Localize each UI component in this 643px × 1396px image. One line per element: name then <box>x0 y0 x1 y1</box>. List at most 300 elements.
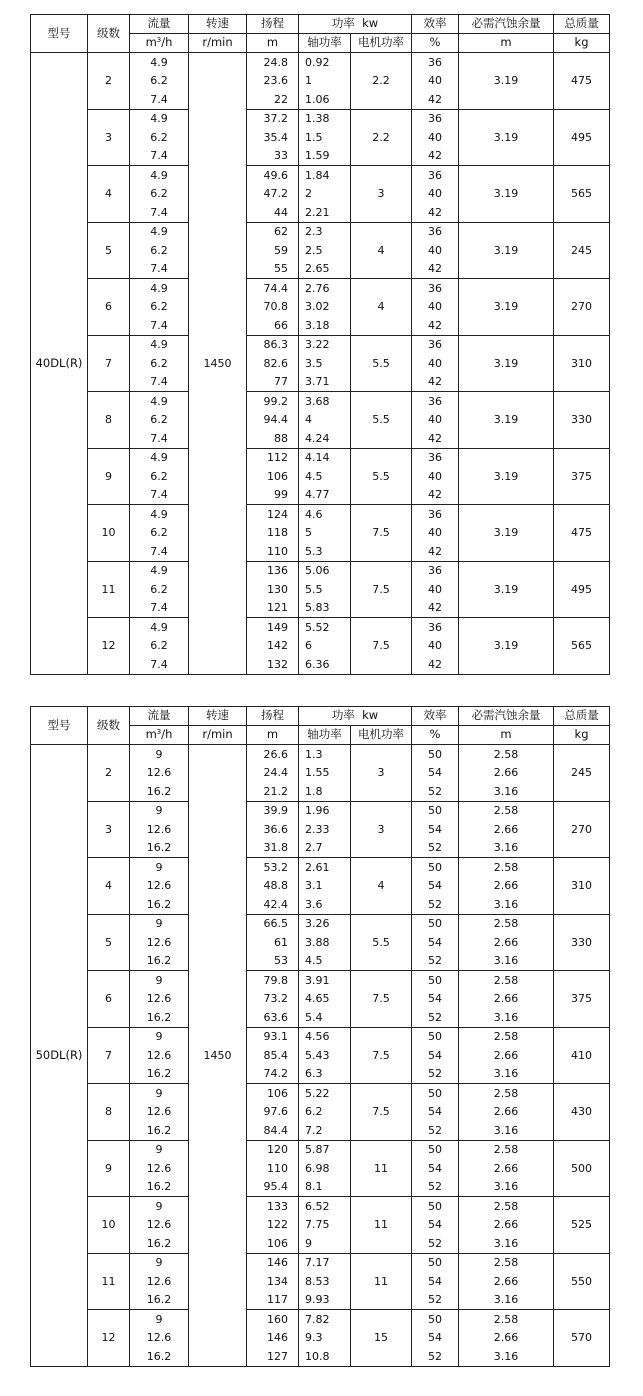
head-cell: 112 <box>247 448 299 467</box>
flow-cell: 6.2 <box>130 467 189 486</box>
npsh-cell: 3.19 <box>459 222 554 279</box>
efficiency-cell: 54 <box>412 877 459 896</box>
head-cell: 122 <box>247 1216 299 1235</box>
head-cell: 33 <box>247 147 299 166</box>
flow-cell: 6.2 <box>130 185 189 204</box>
flow-cell: 4.9 <box>130 222 189 241</box>
shaft-power-cell: 1.59 <box>299 147 351 166</box>
motor-power-header: 电机功率 <box>351 34 412 53</box>
npsh-cell: 2.58 <box>459 1253 554 1272</box>
table-row <box>31 505 610 524</box>
efficiency-cell: 40 <box>412 411 459 430</box>
mass-cell: 375 <box>554 971 610 1028</box>
head-cell: 121 <box>247 599 299 618</box>
shaft-power-cell: 5.5 <box>299 580 351 599</box>
shaft-power-cell: 8.53 <box>299 1272 351 1291</box>
efficiency-cell: 40 <box>412 637 459 656</box>
stage-cell: 6 <box>88 971 130 1028</box>
efficiency-cell: 42 <box>412 542 459 561</box>
head-cell: 106 <box>247 1234 299 1253</box>
table-row <box>31 1084 610 1103</box>
mass-cell: 245 <box>554 222 610 279</box>
flow-cell: 4.9 <box>130 335 189 354</box>
shaft-power-cell: 1.84 <box>299 166 351 185</box>
flow-cell: 7.4 <box>130 655 189 674</box>
shaft-power-cell: 4.56 <box>299 1027 351 1046</box>
shaft-power-cell: 3.88 <box>299 933 351 952</box>
head-cell: 77 <box>247 373 299 392</box>
efficiency-cell: 36 <box>412 618 459 637</box>
mass-cell: 525 <box>554 1197 610 1254</box>
efficiency-header: 效率 <box>412 707 459 726</box>
efficiency-cell: 54 <box>412 1046 459 1065</box>
mass-cell: 430 <box>554 1084 610 1141</box>
mass-cell: 330 <box>554 914 610 971</box>
head-cell: 120 <box>247 1140 299 1159</box>
flow-cell: 7.4 <box>130 429 189 448</box>
shaft-power-cell: 5.83 <box>299 599 351 618</box>
mass-cell: 475 <box>554 53 610 110</box>
head-cell: 86.3 <box>247 335 299 354</box>
head-cell: 79.8 <box>247 971 299 990</box>
flow-cell: 12.6 <box>130 1159 189 1178</box>
efficiency-cell: 52 <box>412 952 459 971</box>
shaft-power-cell: 4.6 <box>299 505 351 524</box>
efficiency-cell: 50 <box>412 1027 459 1046</box>
head-cell: 24.8 <box>247 53 299 72</box>
flow-cell: 9 <box>130 1310 189 1329</box>
stage-cell: 5 <box>88 914 130 971</box>
header-row <box>31 707 610 726</box>
motor-power-cell: 3 <box>351 801 412 858</box>
shaft-power-cell: 5.87 <box>299 1140 351 1159</box>
head-cell: 99.2 <box>247 392 299 411</box>
head-cell: 136 <box>247 561 299 580</box>
stage-cell: 6 <box>88 279 130 336</box>
head-cell: 55 <box>247 260 299 279</box>
npsh-cell: 2.66 <box>459 1272 554 1291</box>
efficiency-cell: 54 <box>412 1272 459 1291</box>
shaft-power-cell: 10.8 <box>299 1347 351 1366</box>
power-header: 功率 kw <box>299 15 412 34</box>
mass-cell: 550 <box>554 1253 610 1310</box>
motor-power-cell: 11 <box>351 1253 412 1310</box>
mass-cell: 565 <box>554 166 610 223</box>
efficiency-cell: 40 <box>412 467 459 486</box>
efficiency-cell: 54 <box>412 764 459 783</box>
efficiency-cell: 54 <box>412 1103 459 1122</box>
mass-cell: 495 <box>554 561 610 618</box>
head-cell: 70.8 <box>247 298 299 317</box>
mass-cell: 565 <box>554 618 610 675</box>
shaft-power-cell: 3.6 <box>299 895 351 914</box>
flow-unit-tail: /h <box>161 727 173 742</box>
npsh-cell: 3.19 <box>459 561 554 618</box>
head-header: 扬程 <box>247 15 299 34</box>
efficiency-unit: % <box>412 726 459 745</box>
head-cell: 31.8 <box>247 839 299 858</box>
flow-cell: 9 <box>130 858 189 877</box>
flow-cell: 9 <box>130 801 189 820</box>
efficiency-cell: 42 <box>412 90 459 109</box>
table-row <box>31 914 610 933</box>
motor-power-cell: 3 <box>351 745 412 802</box>
stage-cell: 9 <box>88 1140 130 1197</box>
head-cell: 110 <box>247 1159 299 1178</box>
npsh-cell: 3.16 <box>459 1178 554 1197</box>
mass-cell: 245 <box>554 745 610 802</box>
head-cell: 66 <box>247 316 299 335</box>
flow-unit-sup: 3 <box>156 728 162 737</box>
efficiency-cell: 42 <box>412 316 459 335</box>
shaft-power-cell: 9.3 <box>299 1329 351 1348</box>
stage-cell: 2 <box>88 745 130 802</box>
flow-cell: 6.2 <box>130 524 189 543</box>
flow-cell: 16.2 <box>130 1008 189 1027</box>
shaft-power-cell: 3.68 <box>299 392 351 411</box>
table-row <box>31 561 610 580</box>
efficiency-cell: 50 <box>412 858 459 877</box>
motor-power-cell: 5.5 <box>351 914 412 971</box>
shaft-power-cell: 7.82 <box>299 1310 351 1329</box>
stage-cell: 3 <box>88 801 130 858</box>
flow-cell: 12.6 <box>130 990 189 1009</box>
npsh-cell: 2.66 <box>459 933 554 952</box>
flow-cell: 9 <box>130 1027 189 1046</box>
npsh-cell: 3.19 <box>459 53 554 110</box>
flow-cell: 16.2 <box>130 1178 189 1197</box>
head-cell: 132 <box>247 655 299 674</box>
flow-cell: 7.4 <box>130 260 189 279</box>
npsh-unit: m <box>459 34 554 53</box>
efficiency-cell: 40 <box>412 241 459 260</box>
model-cell: 50DL(R) <box>31 745 88 1367</box>
power-header: 功率 kw <box>299 707 412 726</box>
shaft-power-cell: 3.26 <box>299 914 351 933</box>
efficiency-cell: 36 <box>412 448 459 467</box>
npsh-cell: 3.16 <box>459 1065 554 1084</box>
flow-unit-tail: /h <box>161 35 173 50</box>
head-cell: 84.4 <box>247 1121 299 1140</box>
flow-cell: 6.2 <box>130 241 189 260</box>
flow-cell: 6.2 <box>130 72 189 91</box>
shaft-power-cell: 5.52 <box>299 618 351 637</box>
shaft-power-cell: 2 <box>299 185 351 204</box>
stage-cell: 2 <box>88 53 130 110</box>
shaft-power-cell: 1.38 <box>299 109 351 128</box>
flow-header: 流量 <box>130 15 189 34</box>
flow-cell: 7.4 <box>130 90 189 109</box>
head-unit: m <box>247 34 299 53</box>
head-cell: 94.4 <box>247 411 299 430</box>
shaft-power-cell: 2.61 <box>299 858 351 877</box>
flow-cell: 4.9 <box>130 392 189 411</box>
npsh-unit: m <box>459 726 554 745</box>
efficiency-cell: 50 <box>412 745 459 764</box>
table-row <box>31 53 610 72</box>
flow-cell: 12.6 <box>130 1329 189 1348</box>
table-row <box>31 1027 610 1046</box>
flow-unit <box>130 34 189 53</box>
motor-power-cell: 7.5 <box>351 1027 412 1084</box>
efficiency-header: 效率 <box>412 15 459 34</box>
npsh-cell: 3.16 <box>459 782 554 801</box>
head-cell: 74.2 <box>247 1065 299 1084</box>
motor-power-cell: 4 <box>351 858 412 915</box>
motor-power-cell: 4 <box>351 279 412 336</box>
flow-cell: 16.2 <box>130 1347 189 1366</box>
efficiency-cell: 52 <box>412 1291 459 1310</box>
flow-cell: 9 <box>130 971 189 990</box>
flow-cell: 16.2 <box>130 1065 189 1084</box>
head-cell: 118 <box>247 524 299 543</box>
flow-cell: 12.6 <box>130 820 189 839</box>
efficiency-cell: 36 <box>412 392 459 411</box>
head-cell: 97.6 <box>247 1103 299 1122</box>
shaft-power-cell: 9 <box>299 1234 351 1253</box>
motor-power-cell: 7.5 <box>351 561 412 618</box>
stage-cell: 11 <box>88 1253 130 1310</box>
shaft-power-cell: 1.5 <box>299 128 351 147</box>
flow-cell: 16.2 <box>130 952 189 971</box>
npsh-cell: 2.58 <box>459 801 554 820</box>
npsh-cell: 2.66 <box>459 1046 554 1065</box>
stage-cell: 7 <box>88 1027 130 1084</box>
head-cell: 74.4 <box>247 279 299 298</box>
shaft-power-cell: 6.52 <box>299 1197 351 1216</box>
head-cell: 146 <box>247 1253 299 1272</box>
head-cell: 23.6 <box>247 72 299 91</box>
shaft-power-cell: 6.3 <box>299 1065 351 1084</box>
flow-cell: 4.9 <box>130 279 189 298</box>
npsh-cell: 2.58 <box>459 745 554 764</box>
npsh-cell: 3.19 <box>459 109 554 166</box>
speed-unit: r/min <box>189 34 247 53</box>
shaft-power-cell: 3.91 <box>299 971 351 990</box>
stage-cell: 12 <box>88 1310 130 1367</box>
efficiency-cell: 36 <box>412 222 459 241</box>
shaft-power-cell: 3.5 <box>299 354 351 373</box>
motor-power-cell: 2.2 <box>351 53 412 110</box>
efficiency-cell: 40 <box>412 298 459 317</box>
shaft-power-cell: 6.98 <box>299 1159 351 1178</box>
shaft-power-cell: 3.18 <box>299 316 351 335</box>
shaft-power-cell: 7.2 <box>299 1121 351 1140</box>
shaft-power-cell: 1.8 <box>299 782 351 801</box>
efficiency-cell: 42 <box>412 429 459 448</box>
flow-cell: 6.2 <box>130 354 189 373</box>
npsh-cell: 2.66 <box>459 1103 554 1122</box>
npsh-cell: 3.16 <box>459 839 554 858</box>
table-row <box>31 1197 610 1216</box>
mass-cell: 495 <box>554 109 610 166</box>
shaft-power-cell: 3.02 <box>299 298 351 317</box>
motor-power-cell: 7.5 <box>351 618 412 675</box>
flow-cell: 6.2 <box>130 128 189 147</box>
model-header: 型号 <box>31 15 88 53</box>
head-cell: 48.8 <box>247 877 299 896</box>
flow-cell: 6.2 <box>130 298 189 317</box>
shaft-power-cell: 5.3 <box>299 542 351 561</box>
head-cell: 95.4 <box>247 1178 299 1197</box>
speed-header: 转速 <box>189 707 247 726</box>
stage-cell: 5 <box>88 222 130 279</box>
efficiency-cell: 52 <box>412 1065 459 1084</box>
npsh-header: 必需汽蚀余量 <box>459 707 554 726</box>
head-cell: 134 <box>247 1272 299 1291</box>
efficiency-cell: 52 <box>412 1008 459 1027</box>
efficiency-cell: 42 <box>412 599 459 618</box>
head-cell: 24.4 <box>247 764 299 783</box>
flow-cell: 4.9 <box>130 448 189 467</box>
model-cell: 40DL(R) <box>31 53 88 675</box>
efficiency-cell: 50 <box>412 914 459 933</box>
shaft-power-cell: 9.93 <box>299 1291 351 1310</box>
npsh-cell: 3.16 <box>459 952 554 971</box>
model-header: 型号 <box>31 707 88 745</box>
motor-power-cell: 5.5 <box>351 335 412 392</box>
efficiency-cell: 52 <box>412 1178 459 1197</box>
flow-cell: 12.6 <box>130 1046 189 1065</box>
table-row <box>31 222 610 241</box>
flow-cell: 12.6 <box>130 1103 189 1122</box>
shaft-power-cell: 3.71 <box>299 373 351 392</box>
efficiency-cell: 40 <box>412 128 459 147</box>
table-row <box>31 1310 610 1329</box>
npsh-cell: 3.16 <box>459 1008 554 1027</box>
npsh-cell: 3.16 <box>459 1121 554 1140</box>
mass-header: 总质量 <box>554 15 610 34</box>
efficiency-cell: 54 <box>412 933 459 952</box>
shaft-power-cell: 5.06 <box>299 561 351 580</box>
motor-power-cell: 7.5 <box>351 971 412 1028</box>
npsh-cell: 2.58 <box>459 1084 554 1103</box>
flow-cell: 16.2 <box>130 1291 189 1310</box>
efficiency-cell: 40 <box>412 580 459 599</box>
flow-cell: 16.2 <box>130 895 189 914</box>
head-cell: 42.4 <box>247 895 299 914</box>
npsh-cell: 3.19 <box>459 505 554 562</box>
efficiency-cell: 52 <box>412 1347 459 1366</box>
flow-cell: 7.4 <box>130 486 189 505</box>
flow-cell: 16.2 <box>130 1234 189 1253</box>
shaft-power-cell: 4.5 <box>299 467 351 486</box>
flow-cell: 9 <box>130 1197 189 1216</box>
efficiency-cell: 52 <box>412 1121 459 1140</box>
table-row <box>31 801 610 820</box>
flow-cell: 12.6 <box>130 877 189 896</box>
head-cell: 53 <box>247 952 299 971</box>
table-row <box>31 392 610 411</box>
stage-cell: 3 <box>88 109 130 166</box>
shaft-power-cell: 4.24 <box>299 429 351 448</box>
shaft-power-cell: 2.3 <box>299 222 351 241</box>
efficiency-cell: 52 <box>412 839 459 858</box>
efficiency-cell: 50 <box>412 971 459 990</box>
shaft-power-header: 轴功率 <box>299 34 351 53</box>
efficiency-cell: 54 <box>412 1329 459 1348</box>
shaft-power-cell: 3.1 <box>299 877 351 896</box>
motor-power-cell: 5.5 <box>351 392 412 449</box>
shaft-power-cell: 5.43 <box>299 1046 351 1065</box>
shaft-power-cell: 7.75 <box>299 1216 351 1235</box>
head-cell: 66.5 <box>247 914 299 933</box>
flow-cell: 7.4 <box>130 147 189 166</box>
efficiency-cell: 42 <box>412 147 459 166</box>
efficiency-unit: % <box>412 34 459 53</box>
head-cell: 73.2 <box>247 990 299 1009</box>
efficiency-cell: 50 <box>412 1310 459 1329</box>
table-row <box>31 109 610 128</box>
motor-power-cell: 2.2 <box>351 109 412 166</box>
head-cell: 149 <box>247 618 299 637</box>
npsh-cell: 2.66 <box>459 1329 554 1348</box>
motor-power-cell: 7.5 <box>351 1084 412 1141</box>
flow-cell: 9 <box>130 745 189 764</box>
speed-cell: 1450 <box>189 745 247 1367</box>
flow-cell: 4.9 <box>130 618 189 637</box>
flow-cell: 16.2 <box>130 782 189 801</box>
flow-unit-base: m <box>145 727 157 742</box>
flow-cell: 4.9 <box>130 53 189 72</box>
head-cell: 37.2 <box>247 109 299 128</box>
shaft-power-cell: 1.96 <box>299 801 351 820</box>
shaft-power-cell: 8.1 <box>299 1178 351 1197</box>
head-cell: 36.6 <box>247 820 299 839</box>
flow-cell: 16.2 <box>130 1121 189 1140</box>
npsh-cell: 3.19 <box>459 392 554 449</box>
shaft-power-cell: 4.5 <box>299 952 351 971</box>
head-cell: 26.6 <box>247 745 299 764</box>
head-cell: 63.6 <box>247 1008 299 1027</box>
npsh-cell: 2.58 <box>459 858 554 877</box>
table-row <box>31 335 610 354</box>
flow-cell: 12.6 <box>130 933 189 952</box>
efficiency-cell: 42 <box>412 486 459 505</box>
shaft-power-cell: 6 <box>299 637 351 656</box>
efficiency-cell: 36 <box>412 505 459 524</box>
flow-cell: 6.2 <box>130 580 189 599</box>
npsh-cell: 2.58 <box>459 1197 554 1216</box>
mass-cell: 270 <box>554 279 610 336</box>
shaft-power-cell: 7.17 <box>299 1253 351 1272</box>
npsh-cell: 2.66 <box>459 1159 554 1178</box>
flow-cell: 7.4 <box>130 203 189 222</box>
motor-power-cell: 11 <box>351 1140 412 1197</box>
shaft-power-cell: 1.55 <box>299 764 351 783</box>
motor-power-cell: 11 <box>351 1197 412 1254</box>
flow-cell: 4.9 <box>130 561 189 580</box>
efficiency-cell: 42 <box>412 260 459 279</box>
head-cell: 99 <box>247 486 299 505</box>
shaft-power-header: 轴功率 <box>299 726 351 745</box>
motor-power-cell: 7.5 <box>351 505 412 562</box>
stage-header: 级数 <box>88 15 130 53</box>
shaft-power-cell: 5 <box>299 524 351 543</box>
head-header: 扬程 <box>247 707 299 726</box>
head-cell: 44 <box>247 203 299 222</box>
efficiency-cell: 50 <box>412 1197 459 1216</box>
npsh-cell: 3.19 <box>459 279 554 336</box>
flow-cell: 4.9 <box>130 109 189 128</box>
flow-cell: 16.2 <box>130 839 189 858</box>
stage-cell: 8 <box>88 392 130 449</box>
npsh-cell: 2.66 <box>459 1216 554 1235</box>
flow-cell: 12.6 <box>130 764 189 783</box>
flow-cell: 12.6 <box>130 1272 189 1291</box>
flow-cell: 9 <box>130 1084 189 1103</box>
shaft-power-cell: 1 <box>299 72 351 91</box>
